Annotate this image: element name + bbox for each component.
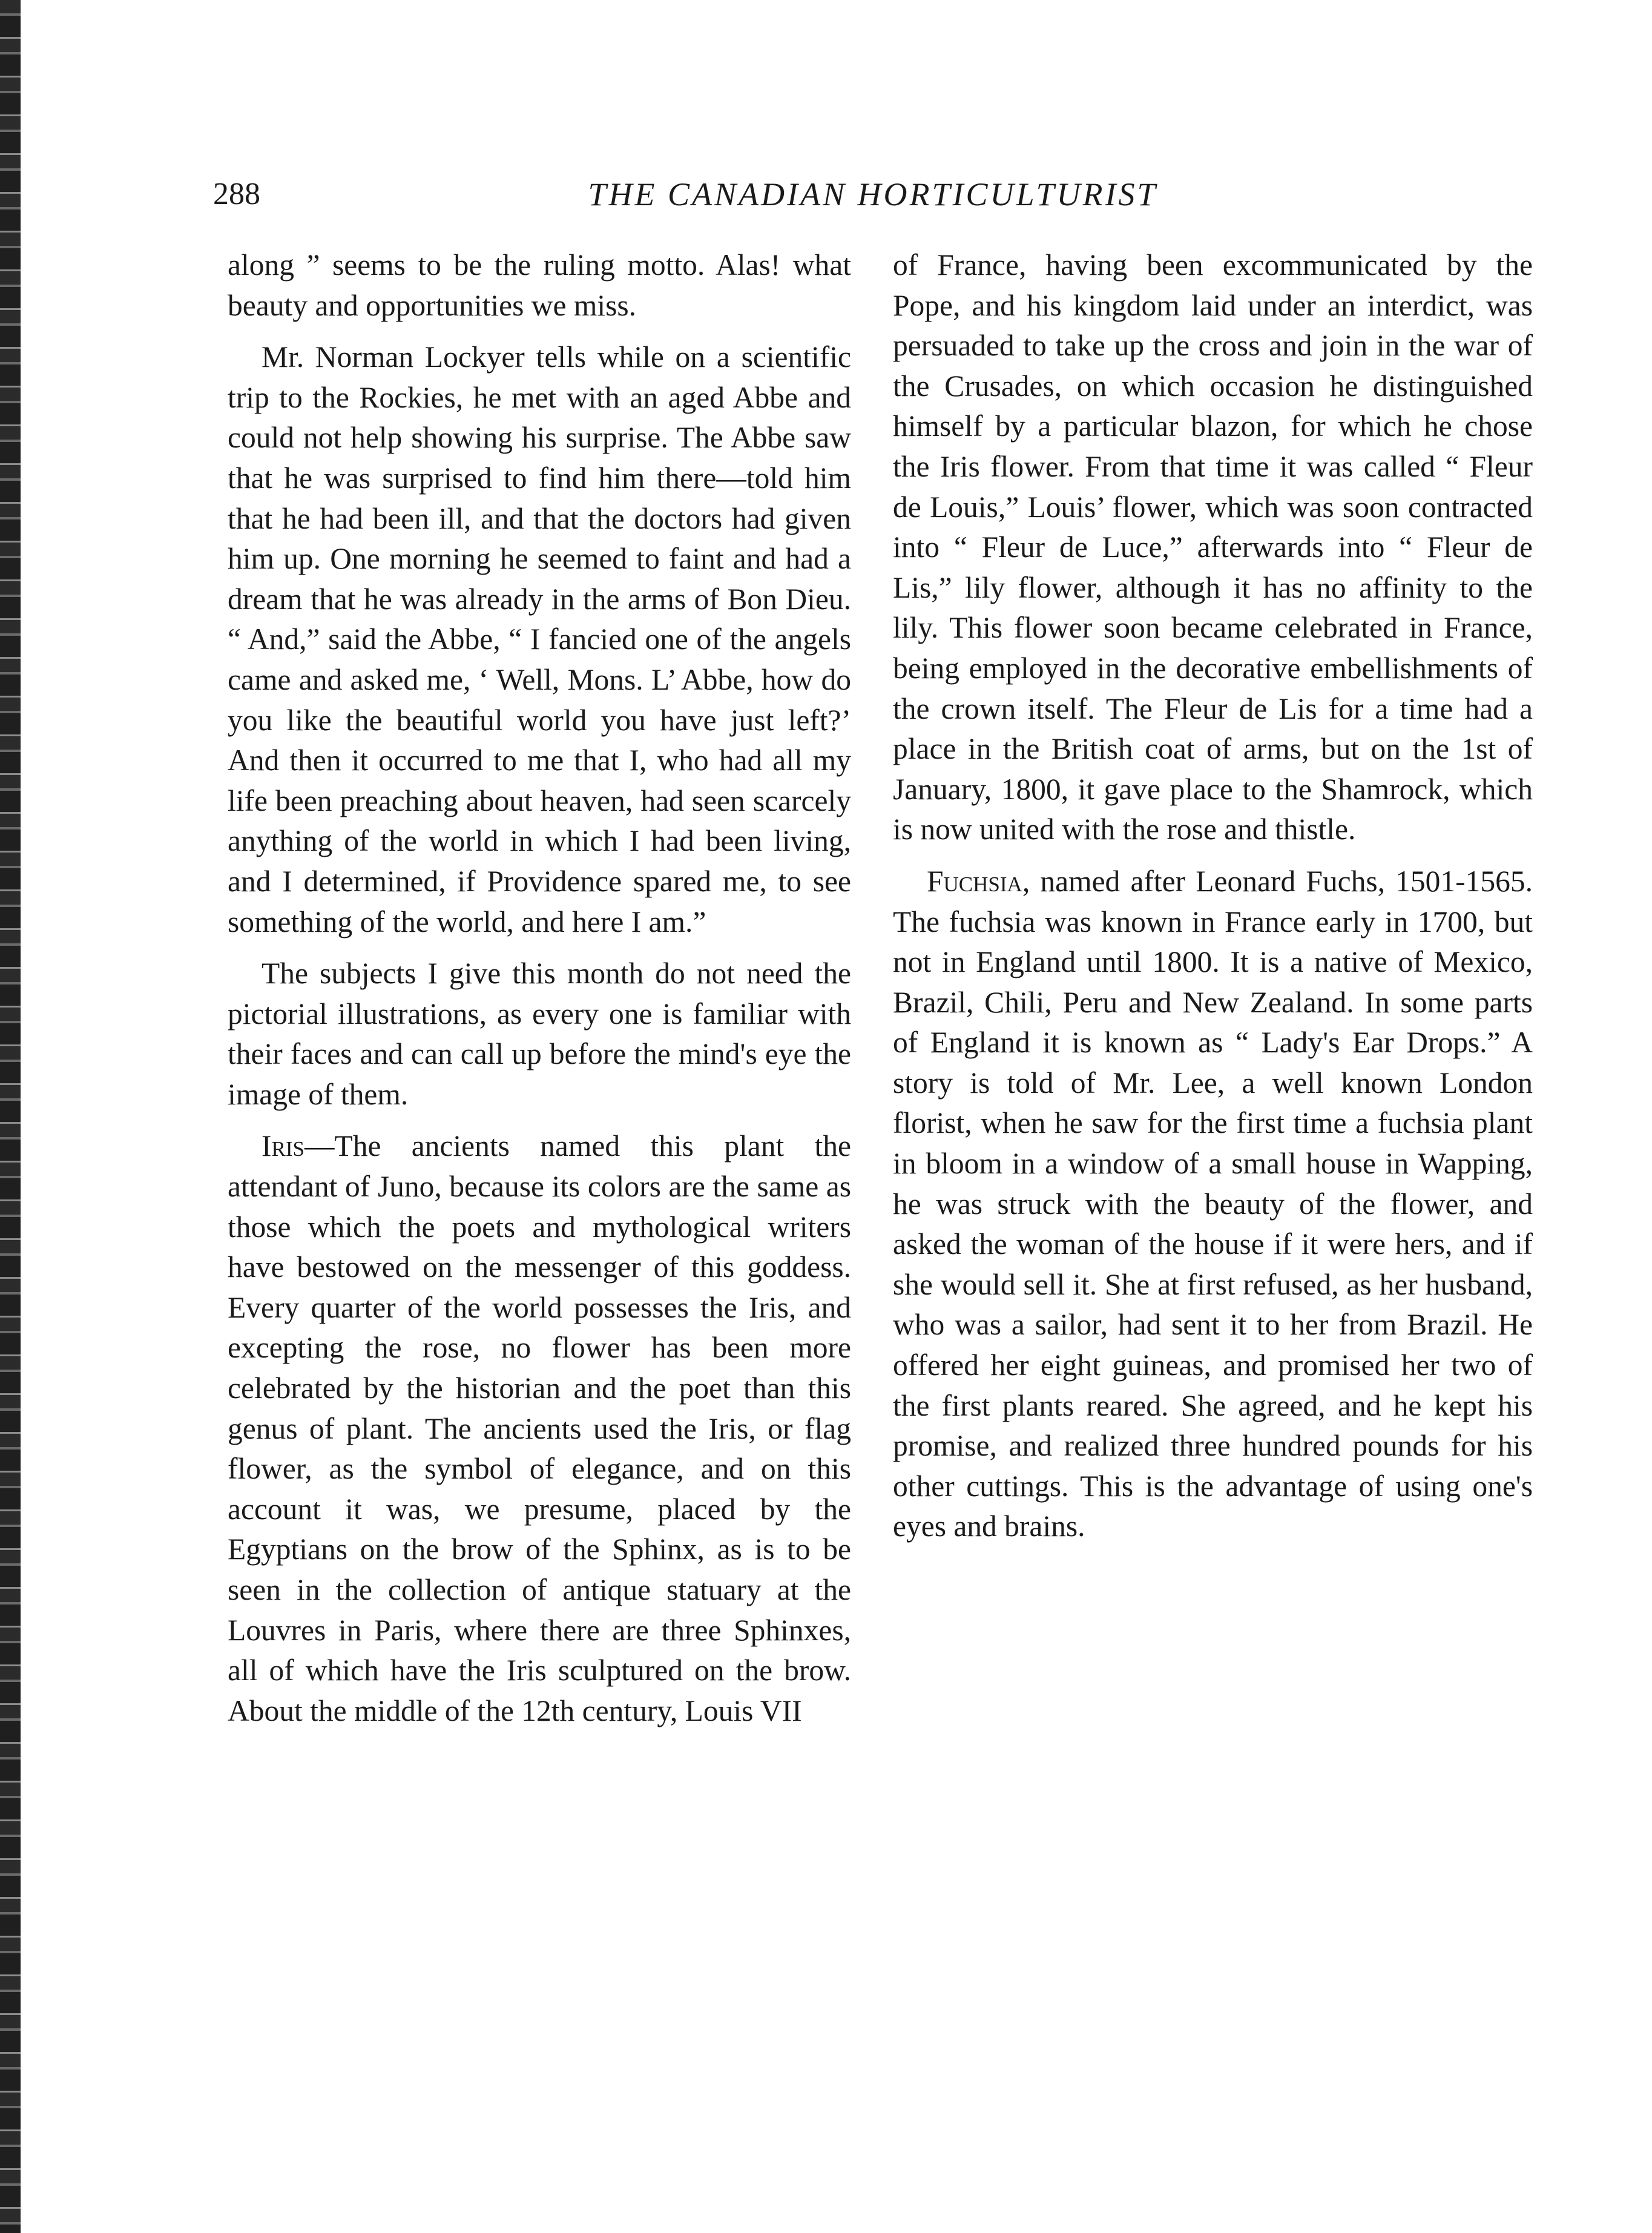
- fuchsia-lead-word: Fuchsia: [927, 864, 1022, 898]
- paragraph-fleur-de-lis: of France, having been excommunicated by the Pope, and his kingdom laid under an interdict, was persuaded to take up the cross and join in the war of the Crusades, on which occasion he distinguished himself by a particular blazon, for which he chose the Iris flower. From that time it was called “ Fleur de Louis,” Louis’ flower, which was soon contracted into “ Fleur de Luce,” afterwards into “ Fleur de Lis,” lily flower, although it has no affinity to the lily. This flower soon became celebrated in France, being employed in the decorative embellishments of the crown itself. The Fleur de Lis for a time had a place in the British coat of arms, but on the 1st of January, 1800, it gave place to the Shamrock, which is now united with the rose and thistle.: [893, 248, 1533, 846]
- running-title: THE CANADIAN HORTICULTURIST: [588, 176, 1158, 213]
- scanned-page-edge: [0, 0, 21, 2233]
- right-column: [893, 245, 1533, 1558]
- paragraph-motto-continuation: along ” seems to be the ruling motto. Alas! what beauty and opportunities we miss.: [228, 248, 851, 322]
- iris-body: —The ancients named this plant the attendant of Juno, because its colors are the same as those which the poets and mythological writers have bestowed on the messenger of this goddess. Every quarter of the world possesses the Iris, and excepting the rose, no flower has been more celebrated by the historian and the poet than this genus of plant. The ancients used the Iris, or flag flower, as the symbol of elegance, and on this account it was, we presume, placed by the Egyptians on the brow of the Sphinx, as is to be seen in the collection of antique statuary at the Louvres in Paris, where there are three Sphinxes, all of which have the Iris sculptured on the brow. About the middle of the 12th century, Louis VII: [228, 1129, 851, 1727]
- page-number: 288: [213, 177, 260, 211]
- page-header: [213, 173, 1533, 216]
- fuchsia-body: , named after Leonard Fuchs, 1501-1565. The fuchsia was known in France early in 1700, but not in England until 1800. It is a native of Mexico, Brazil, Chili, Peru and New Zealand. In some parts of England it is known as “ Lady's Ear Drops.” A story is told of Mr. Lee, a well known London florist, when he saw for the first time a fuchsia plant in bloom in a window of a small house in Wapping, he was struck with the beauty of the flower, and asked the woman of the house if it were hers, and if she would sell it. She at first refused, as her husband, who was a sailor, had sent it to her from Brazil. He offered her eight guineas, and promised her two of the first plants reared. She agreed, and he kept his promise, and realized three hundred pounds for his other cuttings. This is the advantage of using one's eyes and brains.: [893, 864, 1533, 1543]
- left-column: [228, 245, 851, 1743]
- paragraph-iris: [228, 1126, 851, 1731]
- iris-lead-word: Iris: [262, 1129, 304, 1163]
- paragraph-fuchsia: [893, 862, 1533, 1547]
- paragraph-lockyer-abbe: Mr. Norman Lockyer tells while on a scientific trip to the Rockies, he met with an aged Abbe and could not help showing his surprise. The Abbe saw that he was surprised to find him there—told him that he had been ill, and that the doctors had given him up. One morning he seemed to faint and had a dream that he was already in the arms of Bon Dieu. “ And,” said the Abbe, “ I fancied one of the angels came and asked me, ‘ Well, Mons. L’ Abbe, how do you like the beautiful world you have just left?’ And then it occurred to me that I, who had all my life been preaching about heaven, had seen scarcely anything of the world in which I had been living, and I determined, if Providence spared me, to see something of the world, and here I am.”: [228, 340, 851, 938]
- paragraph-subjects: The subjects I give this month do not need the pictorial illustrations, as every one is familiar with their faces and can call up before the mind's eye the image of them.: [228, 957, 851, 1111]
